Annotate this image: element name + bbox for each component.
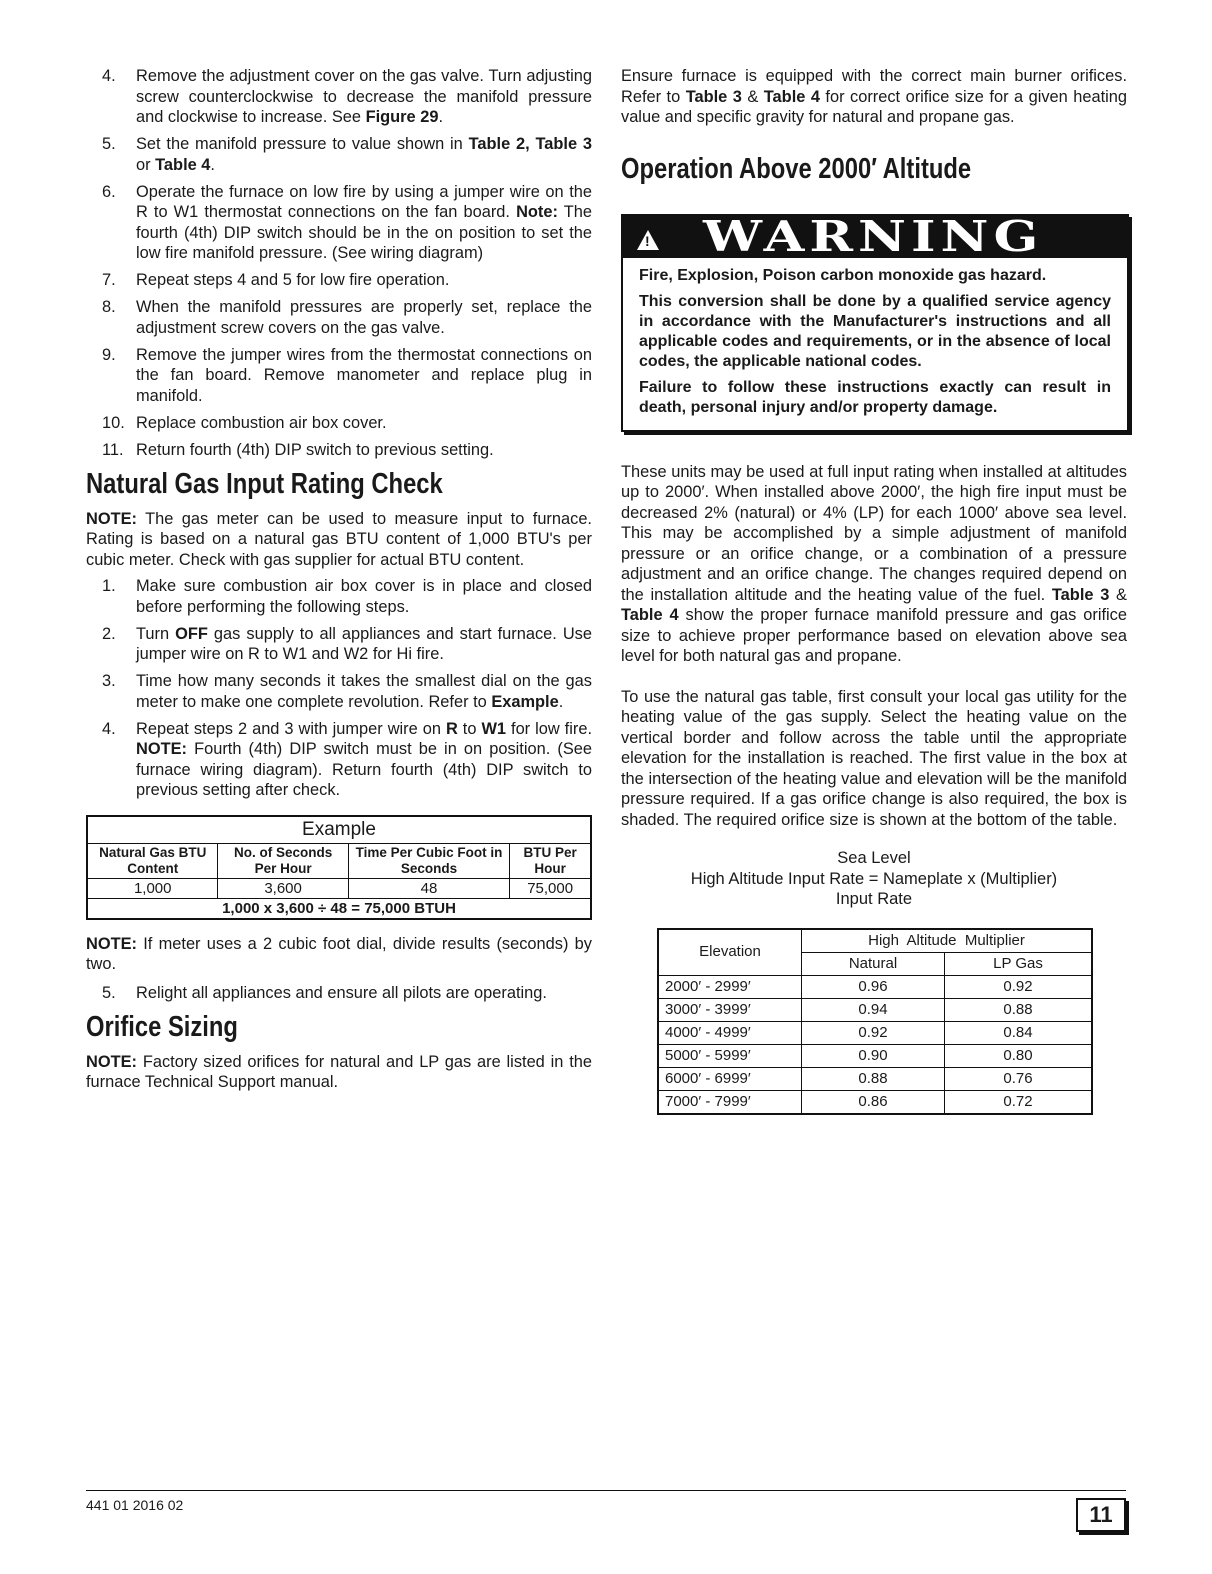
manifold-steps-list	[86, 66, 592, 460]
lp-multiplier-cell: 0.84	[945, 1021, 1093, 1044]
natural-multiplier-cell: 0.94	[802, 998, 945, 1021]
header-natural: Natural	[802, 952, 945, 975]
example-value-cell: 48	[348, 878, 510, 898]
example-value-cell: 75,000	[510, 878, 591, 898]
table-row	[658, 1067, 1092, 1090]
warning-qualified-service: This conversion shall be done by a qualified service agency in accordance with the Manufacturer's instructions and all applicable codes and requirements, or in the absence of local codes, the applicable national codes.	[639, 292, 1111, 370]
list-item: 9. Remove the jumper wires from the thermostat connections on the fan board. Remove manometer and replace plug in manifold.	[102, 345, 592, 405]
elevation-cell: 2000′ - 2999′	[658, 975, 802, 998]
warning-consequence: Failure to follow these instructions exactly can result in death, personal injury and/or property damage.	[639, 378, 1111, 416]
rating-check-steps-list	[86, 576, 592, 801]
altitude-paragraph: These units may be used at full input rating when installed at altitudes up to 2000′. When installed above 2000′, the high fire input must be decreased 2% (natural) or 4% (LP) for each 1000′ above sea level. This may be accomplished by a simple adjustment of manifold pressure or an orifice change, or a combination of a pressure adjustment and an orifice change. The changes required depend on the installation altitude and the heating value of the fuel. Table 3 & Table 4 show the proper furnace manifold pressure and gas orifice size to achieve proper performance based on elevation above sea level for both natural gas and propane.	[621, 462, 1127, 665]
altitude-multiplier-table	[657, 928, 1093, 1115]
warning-triangle-icon: !	[637, 230, 659, 250]
orifice-intro-paragraph: Ensure furnace is equipped with the correct main burner orifices. Refer to Table 3 & Table 4 for correct orifice size for a given heating value and specific gravity for natural and propane gas.	[621, 67, 1128, 126]
lp-multiplier-cell: 0.80	[945, 1044, 1093, 1067]
elevation-cell: 4000′ - 4999′	[658, 1021, 802, 1044]
example-title: Example	[87, 816, 591, 844]
formula-sea-level: Sea Level	[837, 849, 911, 867]
lp-multiplier-cell: 0.76	[945, 1067, 1093, 1090]
elevation-cell: 7000′ - 7999′	[658, 1090, 802, 1114]
example-header-cell: Natural Gas BTU Content	[87, 843, 218, 878]
elevation-cell: 6000′ - 6999′	[658, 1067, 802, 1090]
note-two-cubic-foot: NOTE: If meter uses a 2 cubic foot dial, divide results (seconds) by two.	[86, 934, 592, 973]
list-item: 10. Replace combustion air box cover.	[102, 413, 387, 432]
example-header-cell: Time Per Cubic Foot in Seconds	[348, 843, 510, 878]
lp-multiplier-cell: 0.72	[945, 1090, 1093, 1114]
list-item: 3. Time how many seconds it takes the smallest dial on the gas meter to make one complete revolution. Refer to Example.	[102, 672, 592, 711]
table-row	[658, 1090, 1092, 1114]
header-elevation: Elevation	[658, 929, 802, 976]
lp-multiplier-cell: 0.88	[945, 998, 1093, 1021]
footer-rule	[86, 1490, 1126, 1491]
list-item: 8. When the manifold pressures are properly set, replace the adjustment screw covers on the gas valve.	[102, 298, 592, 337]
example-value-cell: 3,600	[218, 878, 348, 898]
elevation-cell: 5000′ - 5999′	[658, 1044, 802, 1067]
example-table	[86, 815, 592, 920]
warning-box	[621, 211, 1129, 432]
natural-multiplier-cell: 0.96	[802, 975, 945, 998]
warning-hazard: Fire, Explosion, Poison carbon monoxide gas hazard.	[639, 266, 1047, 284]
table-row	[658, 1044, 1092, 1067]
note-factory-orifices: NOTE: Factory sized orifices for natural and LP gas are listed in the furnace Technical Support manual.	[86, 1052, 592, 1091]
list-item: 2. Turn OFF gas supply to all appliances and start furnace. Use jumper wire on R to W1 and W2 for Hi fire.	[102, 624, 592, 663]
natural-multiplier-cell: 0.92	[802, 1021, 945, 1044]
list-item: 11. Return fourth (4th) DIP switch to previous setting.	[102, 440, 494, 459]
table-row	[658, 1021, 1092, 1044]
example-formula: 1,000 x 3,600 ÷ 48 = 75,000 BTUH	[87, 898, 591, 919]
page-number: 11	[1076, 1498, 1126, 1532]
lp-multiplier-cell: 0.92	[945, 975, 1093, 998]
natural-multiplier-cell: 0.88	[802, 1067, 945, 1090]
example-header-cell: No. of Seconds Per Hour	[218, 843, 348, 878]
altitude-formula	[621, 848, 1127, 910]
document-number: 441 01 2016 02	[86, 1497, 184, 1513]
list-item: 1. Make sure combustion air box cover is in place and closed before performing the following steps.	[102, 577, 592, 616]
list-item: 4. Repeat steps 2 and 3 with jumper wire on R to W1 for low fire. NOTE: Fourth (4th) DIP switch must be in on position. (See furnace wiring diagram). Return fourth (4th) DIP switch to previous setting after check.	[102, 719, 593, 799]
natural-multiplier-cell: 0.86	[802, 1090, 945, 1114]
formula-input-rate: Input Rate	[835, 890, 913, 908]
natural-multiplier-cell: 0.90	[802, 1044, 945, 1067]
example-header-cell: BTU Per Hour	[510, 843, 591, 878]
list-item: 5. Relight all appliances and ensure all pilots are operating.	[102, 983, 547, 1002]
natural-gas-table-paragraph: To use the natural gas table, first consult your local gas utility for the heating value of the gas supply. Select the heating value on the vertical border and follow across the table until the appropriate elevation for the installation is reached. The first value in the box at the intersection of the heating value and elevation will be the manifold pressure required. If a gas orifice change is also required, the box is shaded. The required orifice size is shown at the bottom of the table.	[621, 687, 1127, 829]
orifice-sizing-heading: Orifice Sizing	[86, 1010, 238, 1043]
header-multiplier: High Altitude Multiplier	[802, 929, 1093, 953]
table-row	[658, 975, 1092, 998]
altitude-heading: Operation Above 2000′ Altitude	[621, 152, 972, 185]
list-item: 7. Repeat steps 4 and 5 for low fire operation.	[102, 271, 450, 289]
right-column	[621, 66, 1127, 1115]
warning-banner	[623, 211, 1127, 261]
list-item: 6. Operate the furnace on low fire by using a jumper wire on the R to W1 thermostat connections on the fan board. Note: The fourth (4th) DIP switch should be in the on position to set the low fire manifold pressure. (See wiring diagram)	[102, 182, 592, 262]
formula-main: High Altitude Input Rate = Nameplate x (Multiplier)	[690, 869, 1058, 888]
natural-gas-heading: Natural Gas Input Rating Check	[86, 467, 443, 500]
table-row	[658, 998, 1092, 1021]
example-value-cell: 1,000	[87, 878, 218, 898]
warning-word: WARNING	[703, 211, 1044, 261]
list-item: 5. Set the manifold pressure to value shown in Table 2, Table 3 or Table 4.	[102, 135, 592, 174]
step-5-list	[86, 983, 592, 1004]
elevation-cell: 3000′ - 3999′	[658, 998, 802, 1021]
list-item: 4. Remove the adjustment cover on the gas valve. Turn adjusting screw counterclockwise to decrease the manifold pressure and clockwise to increase. See Figure 29.	[102, 67, 592, 126]
header-lp-gas: LP Gas	[945, 952, 1093, 975]
left-column	[86, 66, 592, 1093]
note-gas-meter: NOTE: The gas meter can be used to measure input to furnace. Rating is based on a natural gas BTU content of 1,000 BTU's per cubic meter. Check with gas supplier for actual BTU content.	[86, 509, 592, 569]
